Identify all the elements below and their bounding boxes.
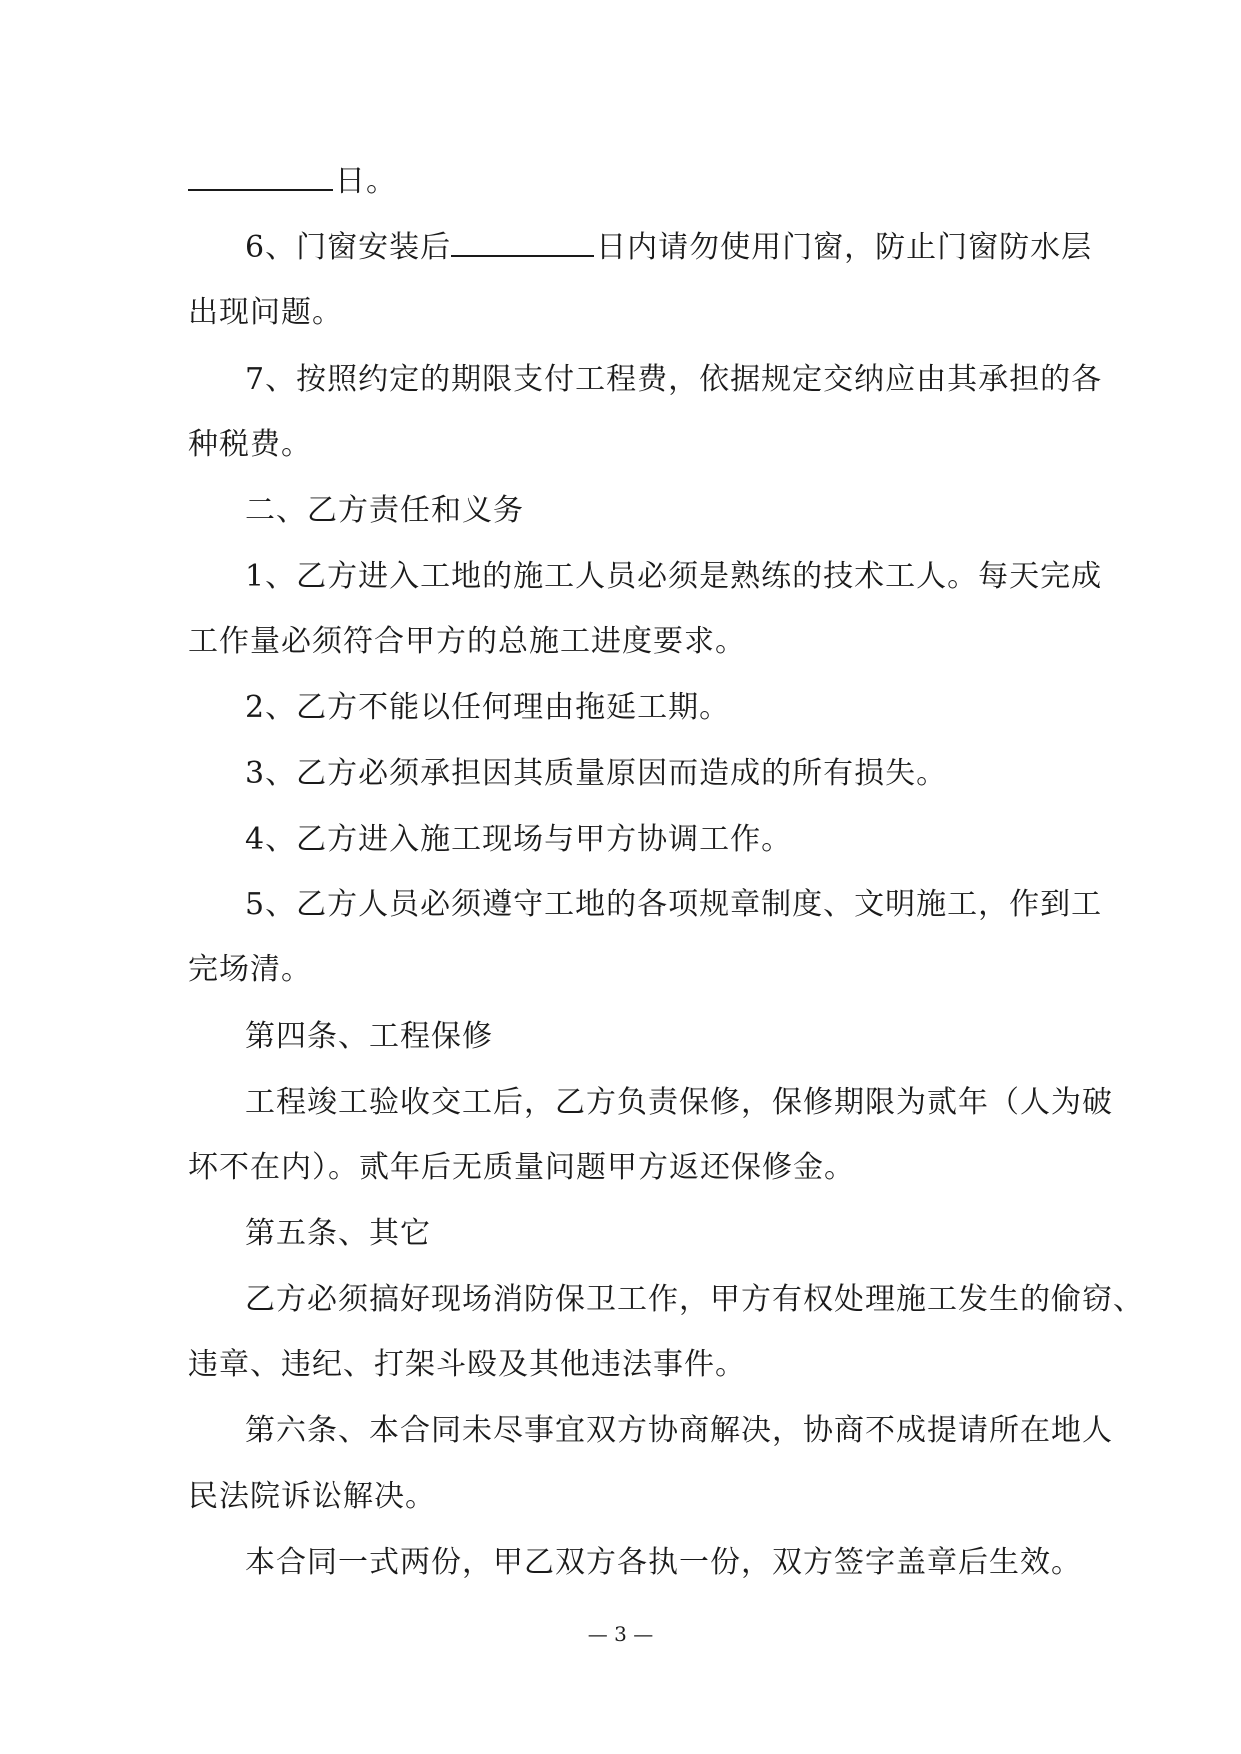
text-line [188,162,397,202]
text-line: 7、按照约定的期限支付工程费，依据规定交纳应由其承担的各 [245,362,1103,397]
text-line: 5、乙方人员必须遵守工地的各项规章制度、文明施工，作到工 [245,887,1103,922]
text-line: 工程竣工验收交工后，乙方负责保修，保修期限为贰年（人为破 [245,1085,1113,1120]
text-line: 第六条、本合同未尽事宜双方协商解决，协商不成提请所在地人 [245,1413,1113,1448]
text-line: 4、乙方进入施工现场与甲方协调工作。 [245,822,793,857]
text-line: 完场清。 [188,952,312,987]
text-line: 2、乙方不能以任何理由拖延工期。 [245,690,731,725]
section-heading: 二、乙方责任和义务 [245,493,524,528]
line-text: 日内请勿使用门窗，防止门窗防水层 [596,230,1093,265]
text-line: 本合同一式两份，甲乙双方各执一份，双方签字盖章后生效。 [245,1545,1082,1580]
text-line: 违章、违纪、打架斗殴及其他违法事件。 [188,1347,746,1382]
text-line: 坏不在内）。贰年后无质量问题甲方返还保修金。 [188,1150,855,1185]
text-line: 3、乙方必须承担因其质量原因而造成的所有损失。 [245,756,948,791]
page-number: — 3 — [587,1622,654,1646]
section-heading: 第四条、工程保修 [245,1019,493,1054]
section-heading: 第五条、其它 [245,1216,431,1251]
line-text: 日。 [335,164,397,199]
fill-in-blank [188,163,333,191]
text-line: 民法院诉讼解决。 [188,1479,436,1514]
text-line: 出现问题。 [188,295,343,330]
text-line: 乙方必须搞好现场消防保卫工作，甲方有权处理施工发生的偷窃、 [245,1282,1144,1317]
text-line [245,228,1092,268]
text-line: 1、乙方进入工地的施工人员必须是熟练的技术工人。每天完成 [245,559,1103,594]
text-line: 种税费。 [188,427,312,462]
text-line: 工作量必须符合甲方的总施工进度要求。 [188,624,746,659]
fill-in-blank [451,229,594,257]
line-text: 6、门窗安装后 [245,230,452,265]
